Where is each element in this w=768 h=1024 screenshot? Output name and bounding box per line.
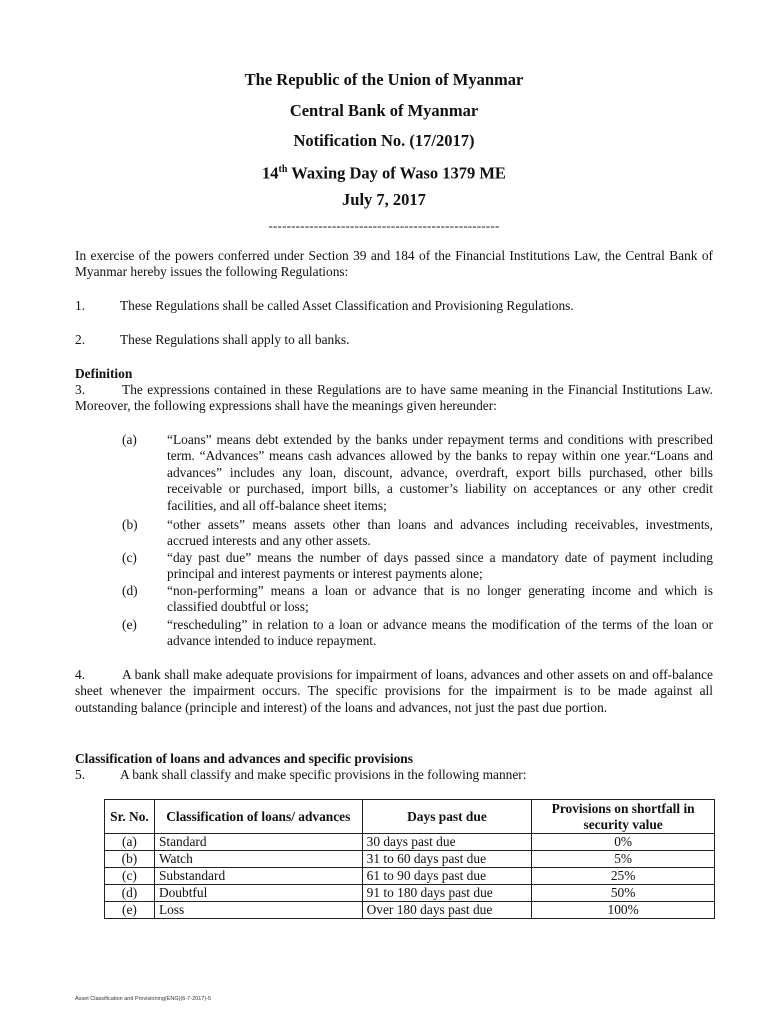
cell-days: 91 to 180 days past due xyxy=(362,885,532,902)
section-4-paragraph xyxy=(75,667,713,716)
definition-item-b-text: “other assets” means assets other than loans and advances including receivables, investments, accrued interests and any other assets. xyxy=(167,517,713,549)
definition-item-a-text: “Loans” means debt extended by the banks under repayment terms and conditions with prescribed term. “Advances” means cash advances allowed by the banks to repay within one year.“Loans and advances” includes any loan, discount, advance, overdraft, export bills purchased, other bills receivable or purchased, import bills, a customer’s liability on acceptances or any other credit facilities, and all off-balance sheet items; xyxy=(167,432,713,513)
cell-days: Over 180 days past due xyxy=(362,902,532,919)
cell-sr: (e) xyxy=(105,902,155,919)
definition-item-c-text: “day past due” means the number of days passed since a mandatory date of payment including principal and interest payments or interest payments alone; xyxy=(167,550,713,582)
header-date-num: 14 xyxy=(262,163,279,183)
cell-classification: Loss xyxy=(154,902,362,919)
section-5-number: 5. xyxy=(75,767,86,782)
page-footer: Asset Classification and Provisioning(ENG)(6-7-2017)-5 xyxy=(75,996,212,1002)
header-date-rest: Waxing Day of Waso 1379 ME xyxy=(287,163,506,183)
table-row xyxy=(105,885,715,902)
header-classification: Classification of loans/ advances xyxy=(154,800,362,834)
cell-classification: Substandard xyxy=(154,868,362,885)
header-days-past-due: Days past due xyxy=(362,800,532,834)
section-1-number: 1. xyxy=(75,298,86,313)
cell-sr: (d) xyxy=(105,885,155,902)
intro-paragraph: In exercise of the powers conferred under Section 39 and 184 of the Financial Institutions Law, the Central Bank of Myanmar hereby issues the following Regulations: xyxy=(75,248,713,280)
cell-provision: 50% xyxy=(532,885,715,902)
table-row xyxy=(105,902,715,919)
definition-item-e-label: (e) xyxy=(122,617,137,632)
header-republic: The Republic of the Union of Myanmar xyxy=(244,70,524,89)
definition-item-d-label: (d) xyxy=(122,583,138,598)
definition-item-d-text: “non-performing” means a loan or advance that is no longer generating income and which is classified doubtful or loss; xyxy=(167,583,713,615)
table-header-row xyxy=(105,800,715,834)
definition-item-a-label: (a) xyxy=(122,432,137,447)
cell-classification: Doubtful xyxy=(154,885,362,902)
cell-provision: 0% xyxy=(532,834,715,851)
section-3-number: 3. xyxy=(75,382,86,397)
cell-provision: 25% xyxy=(532,868,715,885)
header-date-gregorian: July 7, 2017 xyxy=(342,190,426,209)
header-divider: --------------------------------------------------- xyxy=(268,218,500,233)
cell-provision: 100% xyxy=(532,902,715,919)
section-3-text: The expressions contained in these Regulations are to have same meaning in the Financial Institutions Law. Moreover, the following expressions shall have the meanings given hereunder: xyxy=(75,382,713,414)
cell-provision: 5% xyxy=(532,851,715,868)
cell-days: 61 to 90 days past due xyxy=(362,868,532,885)
cell-sr: (c) xyxy=(105,868,155,885)
definition-item-e-text: “rescheduling” in relation to a loan or advance means the modification of the terms of the loan or advance intended to induce repayment. xyxy=(167,617,713,649)
section-3-paragraph xyxy=(75,382,713,415)
header-sr-no: Sr. No. xyxy=(105,800,155,834)
cell-sr: (b) xyxy=(105,851,155,868)
section-1-text: These Regulations shall be called Asset Classification and Provisioning Regulations. xyxy=(120,298,574,313)
header-bank: Central Bank of Myanmar xyxy=(289,101,479,120)
classification-table xyxy=(104,799,715,919)
section-2-number: 2. xyxy=(75,332,86,347)
definition-item-b-label: (b) xyxy=(122,517,138,532)
definition-heading: Definition xyxy=(75,366,133,381)
cell-sr: (a) xyxy=(105,834,155,851)
section-5-text: A bank shall classify and make specific provisions in the following manner: xyxy=(120,767,527,782)
section-4-text: A bank shall make adequate provisions for impairment of loans, advances and other assets on and off-balance sheet whenever the impairment occurs. The specific provisions for the impairment is to be made against all outstanding balance (principle and interest) of the loans and advances, not just the past due portion. xyxy=(75,667,713,715)
header-notification: Notification No. (17/2017) xyxy=(293,131,475,150)
section-4-number: 4. xyxy=(75,667,86,682)
classification-heading: Classification of loans and advances and specific provisions xyxy=(75,751,413,766)
table-row xyxy=(105,834,715,851)
definition-item-c-label: (c) xyxy=(122,550,137,565)
header-date-sup: th xyxy=(278,164,288,175)
cell-classification: Watch xyxy=(154,851,362,868)
header-provisions: Provisions on shortfall in security value xyxy=(532,800,715,834)
table-row xyxy=(105,851,715,868)
cell-days: 30 days past due xyxy=(362,834,532,851)
table-row xyxy=(105,868,715,885)
cell-classification: Standard xyxy=(154,834,362,851)
section-2-text: These Regulations shall apply to all banks. xyxy=(120,332,350,347)
cell-days: 31 to 60 days past due xyxy=(362,851,532,868)
header-date-myanmar xyxy=(0,160,768,184)
